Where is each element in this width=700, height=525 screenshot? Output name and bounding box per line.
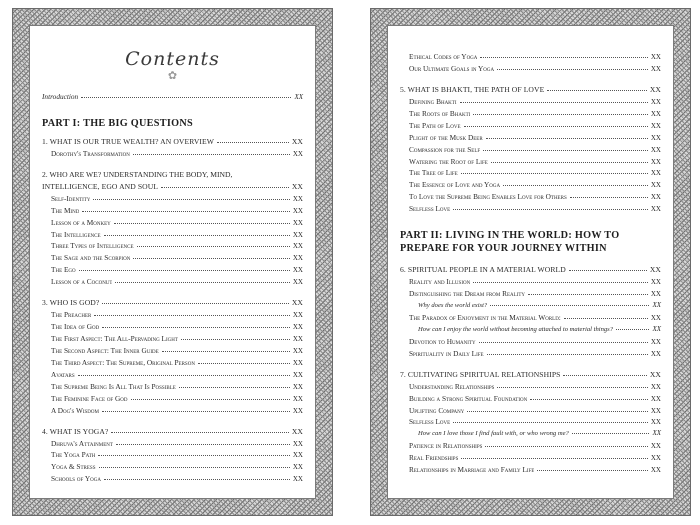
toc-entry[interactable]: The Path of Love XX xyxy=(409,120,661,130)
toc-entry[interactable]: The Supreme Being Is All That Is Possible XX xyxy=(51,381,303,391)
toc-chapter-1[interactable]: 1. WHAT IS OUR TRUE WEALTH? AN OVERVIEW XX xyxy=(42,136,303,146)
toc-entry[interactable]: Dorothy's Transformation XX xyxy=(51,148,303,158)
toc-entry[interactable]: Reality and Illusion XX xyxy=(409,277,661,287)
toc-entry[interactable]: Lesson of a Monkey XX xyxy=(51,217,303,227)
toc-entry[interactable]: Schools of Yoga XX xyxy=(51,474,303,484)
toc-entry[interactable]: A Dog's Wisdom XX xyxy=(51,405,303,415)
toc-entry[interactable]: The Second Aspect: The Inner Guide XX xyxy=(51,345,303,355)
toc-entry[interactable]: The Intelligence XX xyxy=(51,229,303,239)
toc-chapter-3[interactable]: 3. WHO IS GOD? XX xyxy=(42,298,303,308)
right-page xyxy=(387,25,674,499)
toc-entry[interactable]: Spirituality in Daily Life XX xyxy=(409,348,661,358)
toc-chapter-6[interactable]: 6. SPIRITUAL PEOPLE IN A MATERIAL WORLD XX xyxy=(400,265,661,275)
toc-entry[interactable]: Ethical Codes of Yoga XX xyxy=(409,52,661,61)
toc-entry[interactable]: Selfless Love XX xyxy=(409,204,661,214)
toc-chapter-2[interactable]: 2. WHO ARE WE? UNDERSTANDING THE BODY, MIND, INTELLIGENCE, EGO AND SOUL XX xyxy=(42,169,303,191)
toc-entry[interactable]: The Third Aspect: The Supreme, Original Person XX xyxy=(51,357,303,367)
toc-entry[interactable]: Real Friendships XX xyxy=(409,453,661,463)
toc-entry[interactable]: Avatars XX xyxy=(51,369,303,379)
toc-entry[interactable]: Three Types of Intelligence XX xyxy=(51,241,303,251)
toc-entry[interactable]: The Feminine Face of God XX xyxy=(51,393,303,403)
toc-entry[interactable]: Patience in Relationships XX xyxy=(409,441,661,451)
toc-entry[interactable]: Compassion for the Self XX xyxy=(409,144,661,154)
toc-entry[interactable]: The Sage and the Scorpion XX xyxy=(51,253,303,263)
toc-entry[interactable]: The Yoga Path XX xyxy=(51,450,303,460)
toc-entry[interactable]: Plight of the Musk Deer XX xyxy=(409,132,661,142)
right-page-frame xyxy=(370,8,691,516)
toc-entry[interactable]: Watering the Root of Life XX xyxy=(409,156,661,166)
part-2-heading-line-1: PART II: LIVING IN THE WORLD: HOW TO xyxy=(400,230,620,242)
toc-entry[interactable]: Yoga & Stress XX xyxy=(51,462,303,472)
toc-chapter-7[interactable]: 7. CULTIVATING SPIRITUAL RELATIONSHIPS XX xyxy=(400,369,661,379)
toc-entry[interactable]: The Mind XX xyxy=(51,205,303,215)
toc-entry[interactable]: Selfless Love XX xyxy=(409,417,661,427)
toc-entry[interactable]: Self-Identity XX xyxy=(51,193,303,203)
title-flourish-icon: ✿ xyxy=(167,70,178,82)
toc-entry[interactable]: Building a Strong Spiritual Foundation XX xyxy=(409,393,661,403)
toc-entry[interactable]: Relationships in Marriage and Family Life XX xyxy=(409,465,661,475)
toc-chapter-5[interactable]: 5. WHAT IS BHAKTI, THE PATH OF LOVE XX xyxy=(400,84,661,94)
contents-title: Contents xyxy=(125,48,220,70)
toc-entry[interactable]: Devotion to Humanity XX xyxy=(409,336,661,346)
chapter-2-line-1: 2. WHO ARE WE? UNDERSTANDING THE BODY, MIND, xyxy=(42,169,233,179)
toc-entry[interactable]: Distinguishing the Dream from Reality XX xyxy=(409,289,661,299)
toc-entry[interactable]: The First Aspect: The All-Pervading Light XX xyxy=(51,334,303,344)
toc-entry[interactable]: To Love the Supreme Being Enables Love for Others XX xyxy=(409,192,661,202)
toc-question-entry[interactable]: How can I love those I find fault with, or who wrong me? XX xyxy=(418,429,661,438)
toc-entry[interactable]: Dhruva's Attainment XX xyxy=(51,438,303,448)
chapter-2-line-2: INTELLIGENCE, EGO AND SOUL xyxy=(42,181,159,191)
toc-entry[interactable]: The Paradox of Enjoyment in the Material World: XX xyxy=(409,312,661,322)
toc-entry[interactable]: The Tree of Life XX xyxy=(409,168,661,178)
toc-entry[interactable]: Uplifting Company XX xyxy=(409,405,661,415)
toc-chapter-4[interactable]: 4. WHAT IS YOGA? XX xyxy=(42,426,303,436)
toc-entry[interactable]: The Ego XX xyxy=(51,265,303,275)
toc-entry-introduction[interactable]: Introduction XX xyxy=(42,92,303,101)
toc-entry[interactable]: The Idea of God XX xyxy=(51,322,303,332)
toc-entry[interactable]: The Roots of Bhakti XX xyxy=(409,108,661,118)
toc-entry[interactable]: Understanding Relationships XX xyxy=(409,381,661,391)
toc-entry[interactable]: The Preacher XX xyxy=(51,310,303,320)
toc-entry[interactable]: The Essence of Love and Yoga XX xyxy=(409,180,661,190)
left-page xyxy=(29,25,316,499)
toc-question-entry[interactable]: Why does the world exist? XX xyxy=(418,301,661,309)
left-page-frame xyxy=(12,8,333,516)
part-1-heading: PART I: THE BIG QUESTIONS xyxy=(42,117,193,129)
toc-entry[interactable]: Lesson of a Coconut XX xyxy=(51,277,303,287)
toc-question-entry[interactable]: How can I enjoy the world without becoming attached to material things? XX xyxy=(418,324,661,333)
toc-entry[interactable]: Defining Bhakti XX xyxy=(409,96,661,106)
part-2-heading-line-2: PREPARE FOR YOUR JOURNEY WITHIN xyxy=(400,243,607,255)
toc-entry[interactable]: Our Ultimate Goals in Yoga XX xyxy=(409,63,661,73)
